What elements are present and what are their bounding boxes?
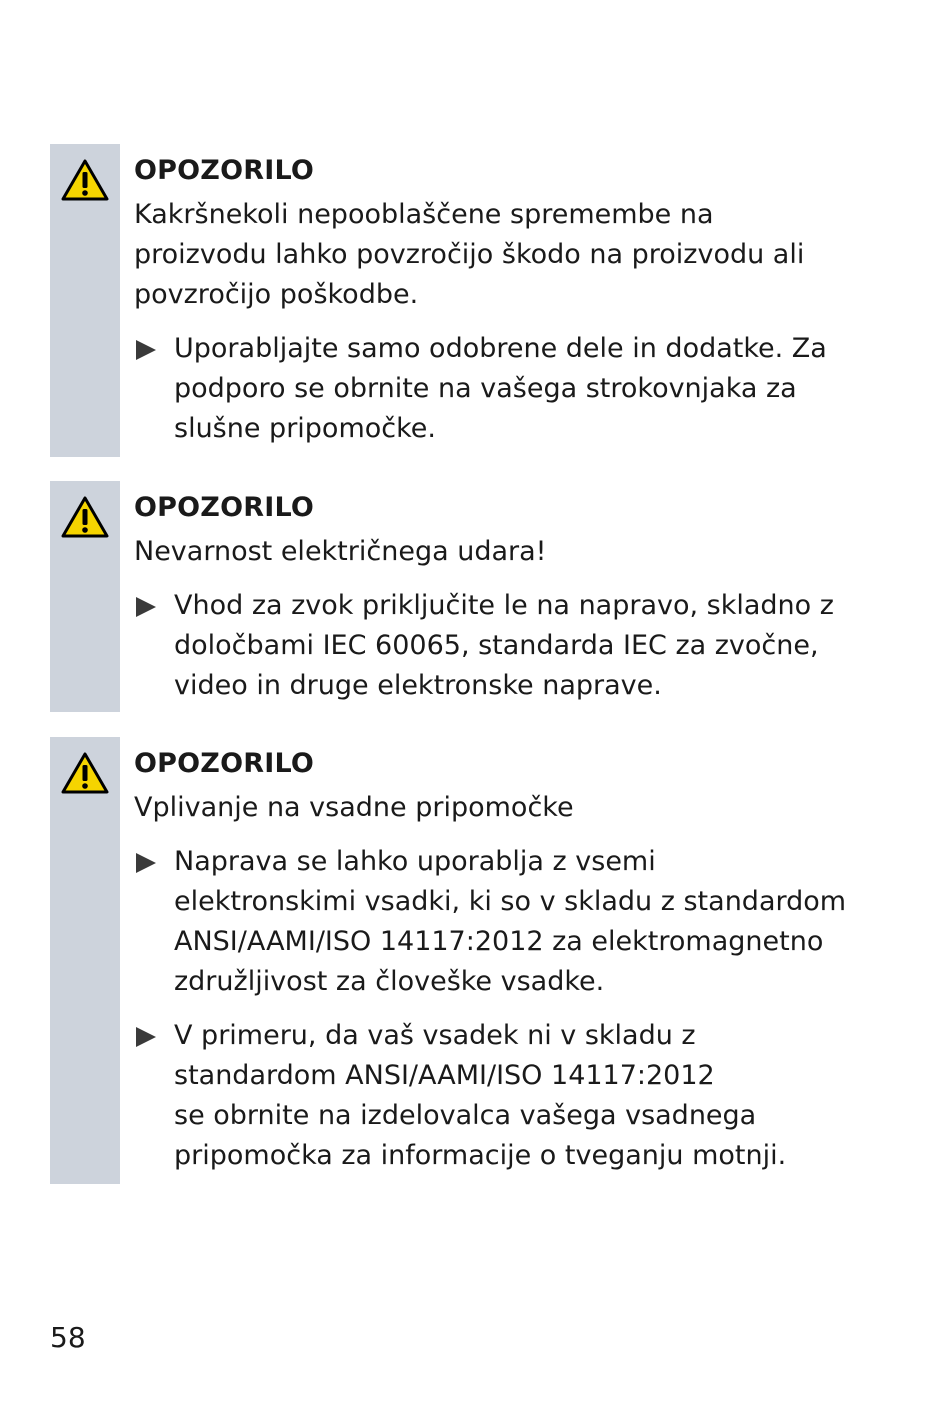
bullet-arrow-icon [136, 853, 156, 873]
warning-triangle-icon [60, 495, 110, 539]
bullet-arrow-icon [136, 597, 156, 617]
bullet-item: Uporabljajte samo odobrene dele in dodatke. Za podporo se obrnite na vašega strokovnjaka za slušne pripomočke. [134, 329, 930, 449]
warning-text: Vplivanje na vsadne pripomočke [134, 792, 574, 823]
warning-title: OPOZORILO [134, 748, 315, 779]
warning-title: OPOZORILO [134, 492, 315, 523]
warning-content [134, 154, 930, 449]
warning-title: OPOZORILO [134, 155, 315, 186]
bullet-arrow-icon [136, 1027, 156, 1047]
warning-text: Nevarnost električnega udara! [134, 536, 547, 567]
warning-triangle-icon [60, 158, 110, 202]
warning-triangle-icon [60, 751, 110, 795]
warning-content [134, 747, 930, 1176]
bullet-arrow-icon [136, 340, 156, 360]
bullet-item: Naprava se lahko uporablja z vsemi elektronskimi vsadki, ki so v skladu z standardom ANSI/AAMI/ISO 14117:2012 za elektromagnetno združljivost za človeške vsadke. [134, 842, 930, 1002]
warning-block-2 [50, 481, 930, 712]
warning-block-1 [50, 144, 930, 457]
warning-text: Kakršnekoli nepooblaščene spremembe na proizvodu lahko povzročijo škodo na proizvodu ali povzročijo poškodbe. [134, 199, 805, 310]
warning-sidebar [50, 737, 120, 1184]
warning-block-3 [50, 737, 930, 1184]
bullet-item: Vhod za zvok priključite le na napravo, skladno z določbami IEC 60065, standarda IEC za zvočne, video in druge elektronske naprave. [134, 586, 930, 706]
page-number: 58 [50, 1321, 86, 1354]
warning-content [134, 491, 930, 706]
bullet-item: V primeru, da vaš vsadek ni v skladu z standardom ANSI/AAMI/ISO 14117:2012 se obrnite na izdelovalca vašega vsadnega pripomočka za informacije o tveganju motnji. [134, 1016, 930, 1176]
